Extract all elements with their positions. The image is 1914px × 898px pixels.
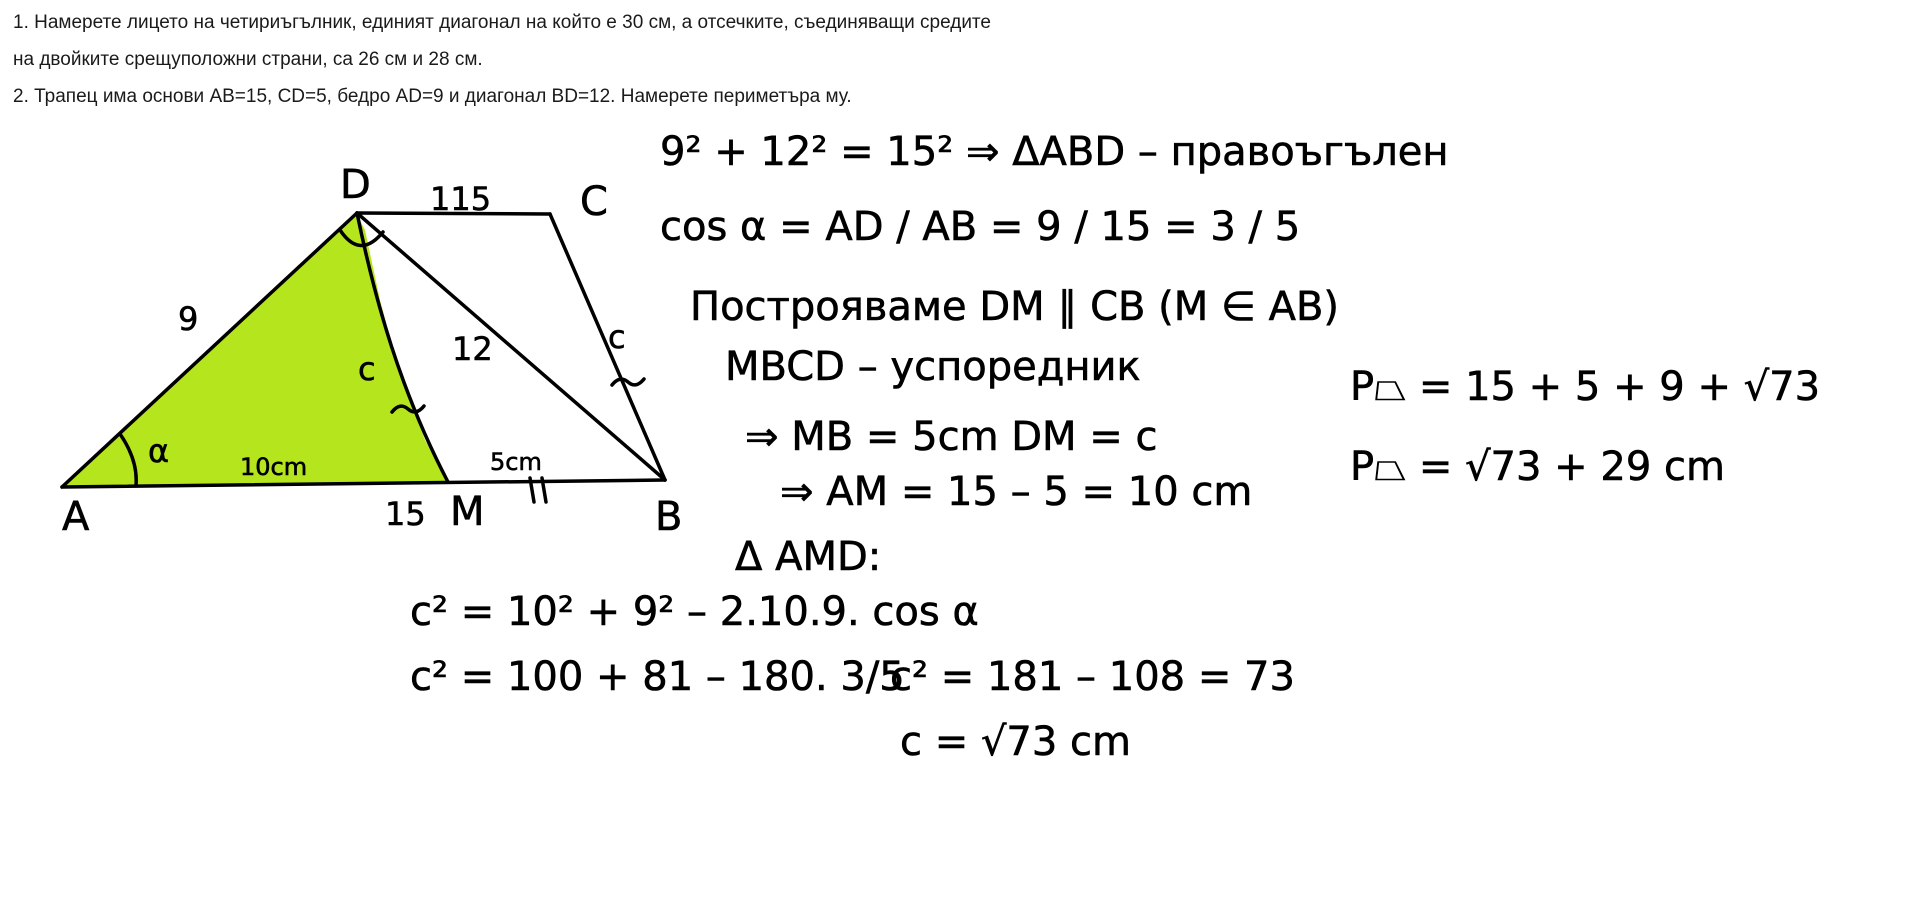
solution-line-3: Построяваме DM ∥ CB (M ∈ AB) [690,284,1339,330]
solution-line-6: ⇒ AM = 15 – 5 = 10 cm [780,469,1253,515]
label-alpha: α [148,432,170,470]
tilde-cb [612,379,644,385]
label-ad-9: 9 [178,300,199,338]
solution-line-11: c = √73 cm [900,719,1131,765]
solution-line-9: c² = 100 + 81 – 180. 3/5 [410,654,905,700]
perimeter-line-2: P⏢ = √73 + 29 cm [1350,444,1725,490]
label-dm-c: c [358,350,376,388]
solution-line-5: ⇒ MB = 5cm DM = c [745,414,1158,460]
solution-line-2: cos α = AD / AB = 9 / 15 = 3 / 5 [660,204,1301,250]
label-am-10cm: 10cm [240,453,308,481]
problem-1-line-1: 1. Намерете лицето на четириъгълник, единият диагонал на който е 30 см, а отсечките, съединяващи средите [13,12,991,33]
solution-line-7: Δ AMD: [735,534,882,580]
label-bc-c: c [608,318,626,356]
solution-line-10: c² = 181 – 108 = 73 [890,654,1295,700]
perimeter-line-1: P⏢ = 15 + 5 + 9 + √73 [1350,364,1821,410]
vertex-label-c: C [580,179,608,225]
label-mb-5cm: 5cm [490,448,542,476]
triangle-amd-fill [62,215,448,487]
vertex-label-m: M [450,489,485,535]
label-top-115: 115 [430,180,492,218]
label-bd-12: 12 [452,330,493,368]
solution-line-8: c² = 10² + 9² – 2.10.9. cos α [410,589,979,635]
label-ab-15: 15 [385,495,426,533]
vertex-label-a: A [62,494,90,540]
vertex-label-d: D [340,162,371,208]
solution-line-1: 9² + 12² = 15² ⇒ ΔABD – правоъгълен [660,129,1449,175]
vertex-label-b: B [655,494,683,540]
solution-line-4: MBCD – успоредник [725,344,1141,390]
problem-2-line: 2. Трапец има основи AB=15, CD=5, бедро AD=9 и диагонал BD=12. Намерете периметъра му. [13,86,852,107]
problem-1-line-2: на двойките срещуположни страни, са 26 см и 28 см. [13,49,483,70]
